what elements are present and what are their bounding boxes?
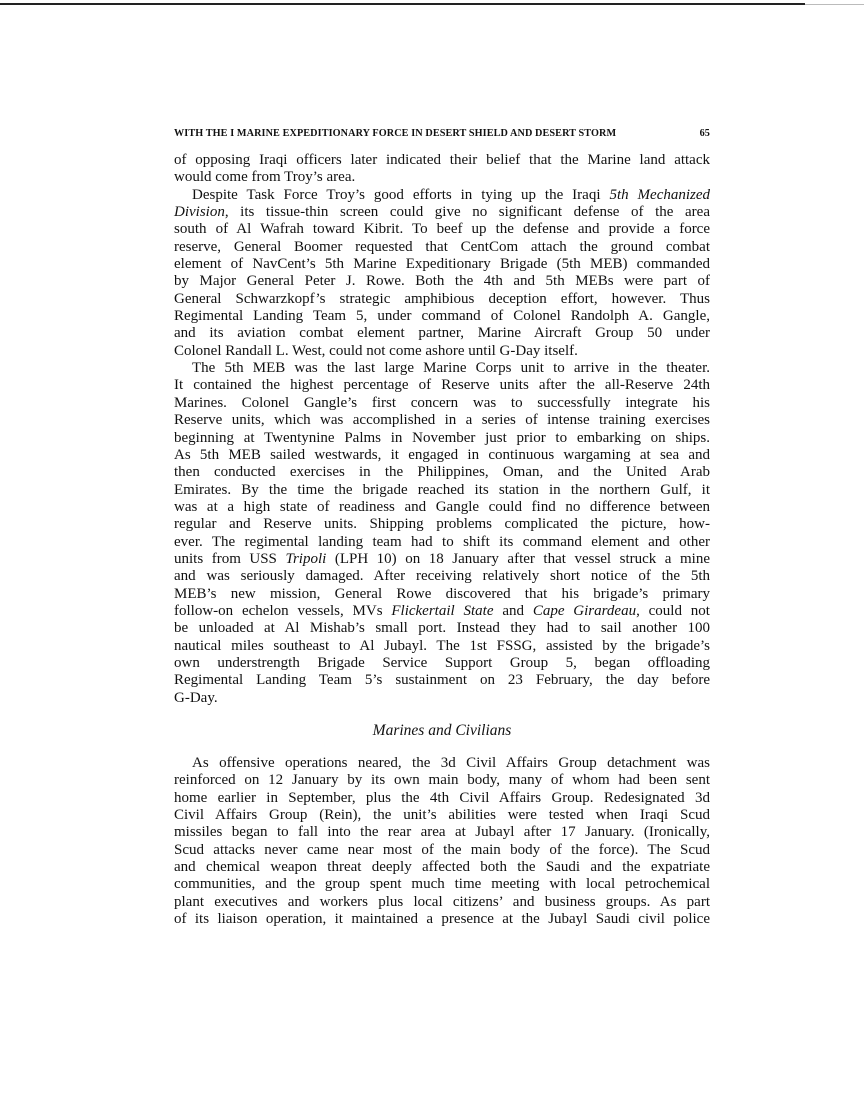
text-line: [174, 894, 710, 911]
text-line: [174, 412, 710, 429]
text-run: would come from Troy’s area.: [174, 169, 356, 186]
text-run: Civil Affairs Group (Rein), the unit’s abilities were tested when Iraqi Scud: [174, 807, 710, 824]
text-line: [174, 772, 710, 789]
text-run: Emirates. By the time the brigade reached its station in the northern Gulf, it: [174, 481, 710, 498]
text-line: [174, 620, 710, 637]
text-run: Marines. Colonel Gangle’s first concern was to successfully integrate his: [174, 394, 710, 411]
body-text: [174, 152, 710, 928]
text-run: communities, and the group spent much time meeting with local petrochemical: [174, 876, 710, 893]
text-line: [174, 790, 710, 807]
text-run: regular and Reserve units. Shipping problems complicated the picture, how-: [174, 516, 710, 533]
text-line: [174, 256, 710, 273]
text-run: (LPH 10) on 18 January after that vessel struck a mine: [326, 550, 710, 567]
text-run: and was seriously damaged. After receiving relatively short notice of the 5th: [174, 568, 710, 585]
text-run: ever. The regimental landing team had to shift its command element and other: [174, 533, 710, 550]
text-line: [174, 273, 710, 290]
text-run: by Major General Peter J. Rowe. Both the 4th and 5th MEBs were part of: [174, 273, 710, 290]
text-line: [174, 807, 710, 824]
text-run: Regimental Landing Team 5, under command of Colonel Randolph A. Gangle,: [174, 308, 710, 325]
top-scan-rule-faint: [805, 4, 864, 5]
italic-text: Cape Girardeau: [532, 602, 637, 619]
text-run: Colonel Randall L. West, could not come ashore until G-Day itself.: [174, 342, 578, 359]
text-line: [174, 516, 710, 533]
text-line: [174, 204, 710, 221]
text-line: [174, 325, 710, 342]
text-line: [174, 482, 710, 499]
text-line: [174, 911, 710, 928]
text-run: own understrength Brigade Service Support Group 5, began offloading: [174, 654, 710, 671]
text-line: [174, 221, 710, 238]
text-run: Regimental Landing Team 5’s sustainment on 23 February, the day before: [174, 672, 710, 689]
text-line: [174, 169, 710, 186]
text-run: It contained the highest percentage of Reserve units after the all-Reserve 24th: [174, 377, 710, 394]
text-line: [174, 308, 710, 325]
text-run: element of NavCent’s 5th Marine Expeditionary Brigade (5th MEB) commanded: [174, 256, 710, 273]
text-line: [174, 360, 710, 377]
page-number: 65: [699, 128, 710, 139]
running-header: [174, 128, 710, 139]
text-run: Scud attacks never came near most of the main body of the force). The Scud: [174, 841, 710, 858]
text-line: [174, 187, 710, 204]
text-run: , its tissue-thin screen could give no significant defense of the area: [224, 204, 710, 221]
text-line: [174, 395, 710, 412]
text-run: and: [493, 602, 533, 619]
text-run: of opposing Iraqi officers later indicated their belief that the Marine land attack: [174, 152, 710, 168]
text-line: [174, 447, 710, 464]
italic-text: 5th Mechanized: [609, 186, 711, 203]
text-line: [174, 842, 710, 859]
text-run: reinforced on 12 January by its own main body, many of whom had been sent: [174, 772, 710, 789]
text-run: beginning at Twentynine Palms in November just prior to embarking on ships.: [174, 429, 710, 446]
text-run: Reserve units, which was accomplished in a series of intense training exercises: [174, 412, 710, 429]
section-heading: Marines and Civilians: [372, 722, 512, 739]
text-line: [174, 430, 710, 447]
text-run: General Schwarzkopf’s strategic amphibious deception effort, however. Thus: [174, 290, 710, 307]
text-line: [174, 586, 710, 603]
text-line: [174, 638, 710, 655]
text-line: [174, 377, 710, 394]
text-run: reserve, General Boomer requested that CentCom attach the ground combat: [174, 238, 710, 255]
text-line: [174, 876, 710, 893]
text-run: was at a high state of readiness and Gangle could find no difference between: [174, 498, 710, 515]
text-run: G-Day.: [174, 689, 218, 706]
text-run: Despite Task Force Troy’s good efforts in tying up the Iraqi: [192, 186, 610, 203]
text-run: units from USS: [174, 550, 286, 567]
text-run: then conducted exercises in the Philippines, Oman, and the United Arab: [174, 464, 710, 481]
running-header-title: WITH THE I MARINE EXPEDITIONARY FORCE IN DESERT SHIELD AND DESERT STORM: [174, 128, 617, 139]
text-line: [174, 551, 710, 568]
text-line: [174, 655, 710, 672]
text-run: As 5th MEB sailed westwards, it engaged in continuous wargaming at sea and: [174, 446, 710, 463]
text-line: [174, 690, 710, 707]
text-line: [174, 859, 710, 876]
text-run: plant executives and workers plus local citizens’ and business groups. As part: [174, 893, 710, 910]
text-run: and its aviation combat element partner, Marine Aircraft Group 50 under: [174, 325, 710, 342]
text-run: MEB’s new mission, General Rowe discovered that his brigade’s primary: [174, 585, 710, 602]
text-line: [174, 534, 710, 551]
text-run: of its liaison operation, it maintained a presence at the Jubayl Saudi civil police: [174, 911, 710, 928]
text-run: follow-on echelon vessels, MVs: [174, 602, 392, 619]
text-line: [174, 152, 710, 169]
text-line: [174, 464, 710, 481]
text-line: [174, 568, 710, 585]
text-run: be unloaded at Al Mishab’s small port. Instead they had to sail another 100: [174, 620, 710, 637]
top-scan-rule: [0, 3, 805, 5]
text-line: [174, 755, 710, 772]
text-run: home earlier in September, plus the 4th Civil Affairs Group. Redesignated 3d: [174, 789, 710, 806]
text-run: As offensive operations neared, the 3d Civil Affairs Group detachment was: [192, 755, 710, 771]
text-run: south of Al Wafrah toward Kibrit. To beef up the defense and provide a force: [174, 221, 710, 238]
text-run: The 5th MEB was the last large Marine Corps unit to arrive in the theater.: [192, 360, 710, 377]
text-line: [174, 239, 710, 256]
text-run: , could not: [636, 602, 710, 619]
italic-text: Flickertail State: [391, 602, 494, 619]
text-run: nautical miles southeast to Al Jubayl. The 1st FSSG, assisted by the brigade’s: [174, 637, 710, 654]
text-line: [174, 603, 710, 620]
text-run: and chemical weapon threat deeply affected both the Saudi and the expatriate: [174, 859, 710, 876]
text-line: [174, 343, 710, 360]
text-line: [174, 499, 710, 516]
text-line: [174, 291, 710, 308]
text-run: missiles began to fall into the rear area at Jubayl after 17 January. (Ironically,: [174, 824, 710, 841]
text-line: [174, 672, 710, 689]
text-line: [174, 824, 710, 841]
italic-text: Division: [174, 204, 225, 221]
italic-text: Tripoli: [285, 550, 327, 567]
